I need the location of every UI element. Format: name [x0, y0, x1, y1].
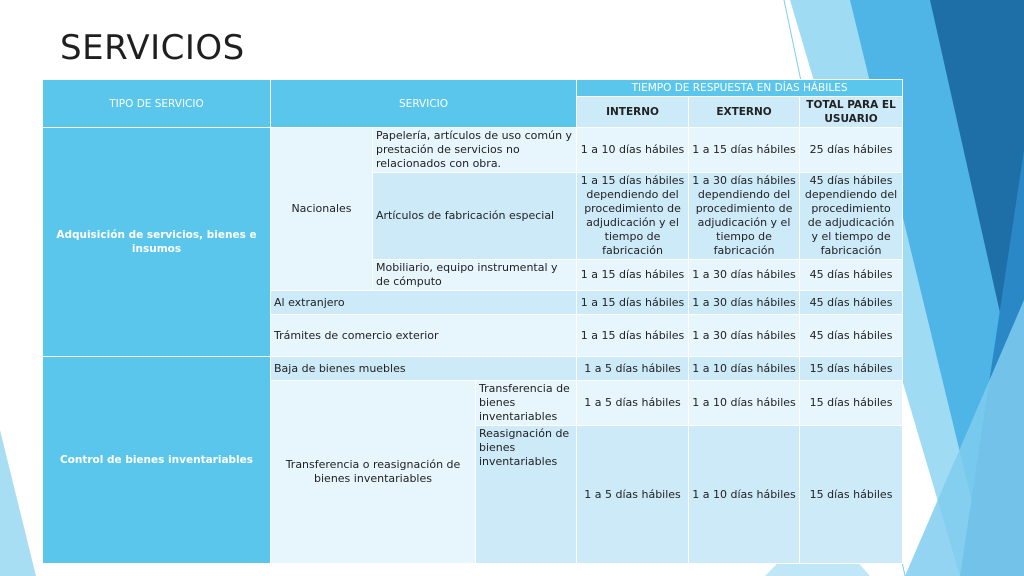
total-cell: 15 días hábiles: [800, 381, 903, 426]
externo-cell: 1 a 30 días hábiles: [689, 260, 800, 291]
subgroup-transferencia-reasignacion: Transferencia o reasignación de bienes inventariables: [271, 381, 476, 564]
header-tipo-de-servicio: TIPO DE SERVICIO: [43, 80, 271, 128]
externo-cell: 1 a 10 días hábiles: [689, 381, 800, 426]
total-cell: 15 días hábiles: [800, 357, 903, 381]
interno-cell: 1 a 15 días hábiles: [577, 315, 689, 357]
total-cell: 45 días hábiles: [800, 291, 903, 315]
service-cell: Artículos de fabricación especial: [373, 173, 577, 260]
interno-cell: 1 a 15 días hábiles: [577, 260, 689, 291]
interno-cell: 1 a 5 días hábiles: [577, 381, 689, 426]
total-cell: 25 días hábiles: [800, 128, 903, 173]
interno-cell: 1 a 15 días hábiles dependiendo del procedimiento de adjudicación y el tiempo de fabricación: [577, 173, 689, 260]
service-cell: Baja de bienes muebles: [271, 357, 577, 381]
externo-cell: 1 a 10 días hábiles: [689, 357, 800, 381]
header-total-usuario: TOTAL PARA EL USUARIO: [800, 97, 903, 128]
subgroup-nacionales: Nacionales: [271, 128, 373, 291]
header-servicio: SERVICIO: [271, 80, 577, 128]
header-tiempo-de-respuesta: TIEMPO DE RESPUESTA EN DÍAS HÁBILES: [577, 80, 903, 97]
group-adquisicion: Adquisición de servicios, bienes e insumos: [43, 128, 271, 357]
interno-cell: 1 a 15 días hábiles: [577, 291, 689, 315]
externo-cell: 1 a 30 días hábiles dependiendo del procedimiento de adjudicación y el tiempo de fabricación: [689, 173, 800, 260]
total-cell: 45 días hábiles: [800, 260, 903, 291]
total-cell: 15 días hábiles: [800, 426, 903, 564]
service-cell: Transferencia de bienes inventariables: [476, 381, 577, 426]
group-control: Control de bienes inventariables: [43, 357, 271, 564]
services-table: [42, 79, 903, 564]
service-cell: Mobiliario, equipo instrumental y de cómputo: [373, 260, 577, 291]
total-cell: 45 días hábiles: [800, 315, 903, 357]
table-row: [43, 357, 903, 381]
service-cell: Al extranjero: [271, 291, 577, 315]
interno-cell: 1 a 5 días hábiles: [577, 357, 689, 381]
interno-cell: 1 a 5 días hábiles: [577, 426, 689, 564]
service-cell: Papelería, artículos de uso común y prestación de servicios no relacionados con obra.: [373, 128, 577, 173]
table-row: [43, 128, 903, 173]
service-cell: Trámites de comercio exterior: [271, 315, 577, 357]
externo-cell: 1 a 10 días hábiles: [689, 426, 800, 564]
service-cell: Reasignación de bienes inventariables: [476, 426, 577, 564]
header-externo: EXTERNO: [689, 97, 800, 128]
left-accent-shape: [0, 430, 36, 576]
total-cell: 45 días hábiles dependiendo del procedimiento de adjudicación y el tiempo de fabricación: [800, 173, 903, 260]
externo-cell: 1 a 30 días hábiles: [689, 315, 800, 357]
slide-title: SERVICIOS: [60, 28, 245, 68]
header-interno: INTERNO: [577, 97, 689, 128]
externo-cell: 1 a 30 días hábiles: [689, 291, 800, 315]
interno-cell: 1 a 10 días hábiles: [577, 128, 689, 173]
externo-cell: 1 a 15 días hábiles: [689, 128, 800, 173]
